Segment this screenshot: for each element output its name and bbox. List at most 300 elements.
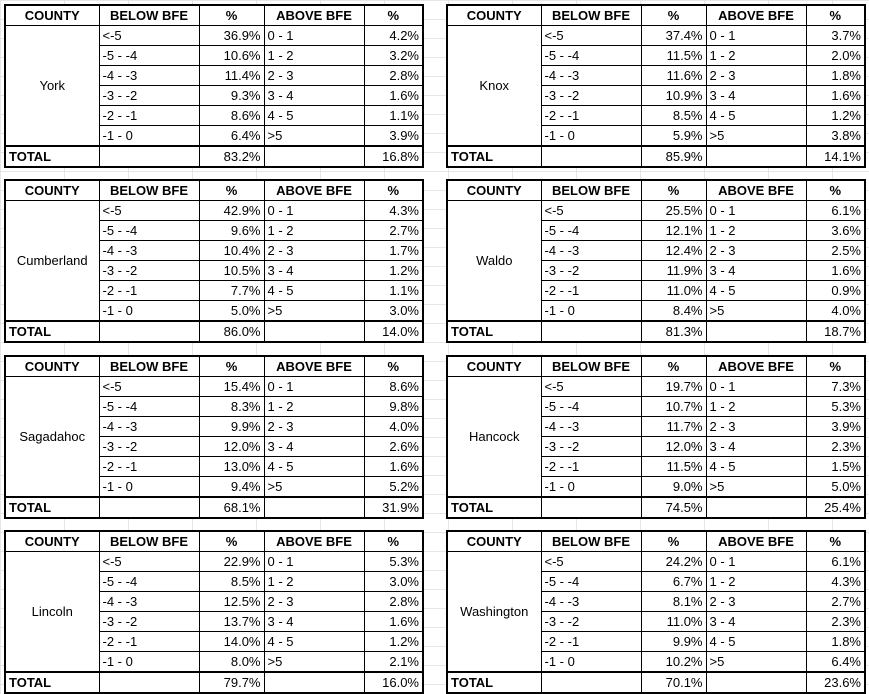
header-below-bfe[interactable]: BELOW BFE [99,531,199,552]
below-pct-cell[interactable]: 12.1% [641,221,706,241]
above-pct-cell[interactable]: 1.6% [364,86,423,106]
below-range-cell[interactable]: <-5 [99,377,199,397]
above-pct-cell[interactable]: 1.6% [364,612,423,632]
above-pct-cell[interactable]: 2.7% [364,221,423,241]
below-pct-cell[interactable]: 12.0% [641,437,706,457]
above-pct-cell[interactable]: 1.8% [806,66,865,86]
empty-cell[interactable] [706,146,806,167]
empty-cell[interactable] [264,497,364,518]
below-range-cell[interactable]: -5 - -4 [541,46,641,66]
below-range-cell[interactable]: -3 - -2 [99,261,199,281]
below-pct-cell[interactable]: 9.9% [199,417,264,437]
county-table [4,4,424,168]
above-pct-cell[interactable]: 9.8% [364,397,423,417]
below-pct-cell[interactable]: 9.4% [199,477,264,498]
header-above-bfe[interactable]: ABOVE BFE [264,5,364,26]
above-range-cell[interactable]: 2 - 3 [706,66,806,86]
above-range-cell[interactable]: 0 - 1 [264,26,364,46]
below-pct-cell[interactable]: 8.5% [199,572,264,592]
above-range-cell[interactable]: 0 - 1 [706,377,806,397]
header-row [447,356,865,377]
below-range-cell[interactable]: -1 - 0 [541,301,641,322]
above-pct-cell[interactable]: 5.2% [364,477,423,498]
below-range-cell[interactable]: -2 - -1 [99,281,199,301]
above-range-cell[interactable]: 4 - 5 [264,632,364,652]
above-range-cell[interactable]: >5 [706,126,806,147]
below-pct-cell[interactable]: 11.5% [641,457,706,477]
above-range-cell[interactable]: 0 - 1 [706,26,806,46]
below-range-cell[interactable]: -3 - -2 [541,437,641,457]
empty-cell[interactable] [99,497,199,518]
above-range-cell[interactable]: 4 - 5 [264,457,364,477]
above-range-cell[interactable]: 2 - 3 [264,592,364,612]
above-range-cell[interactable]: 2 - 3 [706,241,806,261]
below-pct-cell[interactable]: 11.0% [641,281,706,301]
total-above-pct-cell[interactable]: 16.0% [364,672,423,693]
above-pct-cell[interactable]: 0.9% [806,281,865,301]
below-pct-cell[interactable]: 15.4% [199,377,264,397]
below-range-cell[interactable]: -1 - 0 [541,126,641,147]
above-pct-cell[interactable]: 4.3% [806,572,865,592]
above-pct-cell[interactable]: 2.5% [806,241,865,261]
above-range-cell[interactable]: 4 - 5 [706,106,806,126]
header-above-pct[interactable]: % [364,531,423,552]
below-pct-cell[interactable]: 11.6% [641,66,706,86]
header-row [447,180,865,201]
below-pct-cell[interactable]: 10.2% [641,652,706,673]
below-pct-cell[interactable]: 8.1% [641,592,706,612]
below-pct-cell[interactable]: 36.9% [199,26,264,46]
empty-cell[interactable] [99,321,199,342]
above-pct-cell[interactable]: 1.8% [806,632,865,652]
above-pct-cell[interactable]: 2.1% [364,652,423,673]
total-below-pct-cell[interactable]: 86.0% [199,321,264,342]
above-pct-cell[interactable]: 7.3% [806,377,865,397]
below-range-cell[interactable]: -4 - -3 [541,241,641,261]
above-pct-cell[interactable]: 1.2% [364,261,423,281]
above-pct-cell[interactable]: 1.1% [364,106,423,126]
above-pct-cell[interactable]: 3.7% [806,26,865,46]
total-below-pct-cell[interactable]: 83.2% [199,146,264,167]
above-pct-cell[interactable]: 4.0% [364,417,423,437]
below-pct-cell[interactable]: 11.4% [199,66,264,86]
county-name-cell[interactable]: Sagadahoc [5,377,99,498]
above-pct-cell[interactable]: 3.0% [364,572,423,592]
below-pct-cell[interactable]: 8.5% [641,106,706,126]
above-range-cell[interactable]: 1 - 2 [706,221,806,241]
county-name-cell[interactable]: Cumberland [5,201,99,322]
below-pct-cell[interactable]: 10.6% [199,46,264,66]
above-pct-cell[interactable]: 1.5% [806,457,865,477]
above-range-cell[interactable]: 0 - 1 [706,201,806,221]
above-pct-cell[interactable]: 2.6% [364,437,423,457]
header-above-pct[interactable]: % [364,5,423,26]
above-pct-cell[interactable]: 2.7% [806,592,865,612]
header-county[interactable]: COUNTY [447,531,541,552]
below-pct-cell[interactable]: 10.4% [199,241,264,261]
table-row [447,26,865,46]
below-range-cell[interactable]: -4 - -3 [99,66,199,86]
below-range-cell[interactable]: -3 - -2 [99,437,199,457]
below-pct-cell[interactable]: 12.5% [199,592,264,612]
total-below-pct-cell[interactable]: 85.9% [641,146,706,167]
above-pct-cell[interactable]: 4.2% [364,26,423,46]
header-below-pct[interactable]: % [199,5,264,26]
above-range-cell[interactable]: 0 - 1 [264,377,364,397]
below-range-cell[interactable]: <-5 [99,201,199,221]
above-range-cell[interactable]: >5 [264,652,364,673]
below-pct-cell[interactable]: 11.0% [641,612,706,632]
above-range-cell[interactable]: >5 [706,301,806,322]
county-name-cell[interactable]: York [5,26,99,147]
above-pct-cell[interactable]: 1.6% [806,86,865,106]
below-pct-cell[interactable]: 12.0% [199,437,264,457]
below-range-cell[interactable]: <-5 [541,201,641,221]
total-below-pct-cell[interactable]: 79.7% [199,672,264,693]
below-range-cell[interactable]: -5 - -4 [99,572,199,592]
total-above-pct-cell[interactable]: 31.9% [364,497,423,518]
below-pct-cell[interactable]: 11.7% [641,417,706,437]
header-above-bfe[interactable]: ABOVE BFE [264,180,364,201]
above-range-cell[interactable]: 1 - 2 [706,46,806,66]
header-below-pct[interactable]: % [199,180,264,201]
above-pct-cell[interactable]: 5.0% [806,477,865,498]
above-range-cell[interactable]: 0 - 1 [264,552,364,572]
above-pct-cell[interactable]: 6.4% [806,652,865,673]
below-range-cell[interactable]: -1 - 0 [541,477,641,498]
total-below-pct-cell[interactable]: 68.1% [199,497,264,518]
above-range-cell[interactable]: 4 - 5 [264,106,364,126]
empty-cell[interactable] [541,497,641,518]
above-range-cell[interactable]: 0 - 1 [264,201,364,221]
below-range-cell[interactable]: -3 - -2 [541,612,641,632]
empty-cell[interactable] [541,146,641,167]
above-range-cell[interactable]: 4 - 5 [264,281,364,301]
below-range-cell[interactable]: -2 - -1 [99,457,199,477]
header-above-pct[interactable]: % [364,180,423,201]
below-range-cell[interactable]: -5 - -4 [99,221,199,241]
header-above-pct[interactable]: % [806,531,865,552]
header-below-pct[interactable]: % [641,356,706,377]
below-range-cell[interactable]: <-5 [99,552,199,572]
above-pct-cell[interactable]: 6.1% [806,201,865,221]
header-row [5,356,423,377]
below-range-cell[interactable]: -5 - -4 [541,572,641,592]
below-range-cell[interactable]: -1 - 0 [541,652,641,673]
total-label-cell[interactable]: TOTAL [447,146,541,167]
above-pct-cell[interactable]: 1.6% [806,261,865,281]
below-pct-cell[interactable]: 6.4% [199,126,264,147]
total-below-pct-cell[interactable]: 74.5% [641,497,706,518]
above-pct-cell[interactable]: 5.3% [364,552,423,572]
above-pct-cell[interactable]: 1.7% [364,241,423,261]
header-above-bfe[interactable]: ABOVE BFE [706,5,806,26]
above-pct-cell[interactable]: 5.3% [806,397,865,417]
below-pct-cell[interactable]: 12.4% [641,241,706,261]
total-row [447,146,865,167]
below-range-cell[interactable]: -4 - -3 [99,592,199,612]
above-range-cell[interactable]: 1 - 2 [706,397,806,417]
above-pct-cell[interactable]: 2.8% [364,66,423,86]
county-name-cell[interactable]: Lincoln [5,552,99,673]
below-pct-cell[interactable]: 6.7% [641,572,706,592]
header-county[interactable]: COUNTY [5,531,99,552]
below-pct-cell[interactable]: 9.0% [641,477,706,498]
below-range-cell[interactable]: -1 - 0 [99,477,199,498]
above-pct-cell[interactable]: 2.3% [806,612,865,632]
empty-cell[interactable] [264,321,364,342]
header-above-bfe[interactable]: ABOVE BFE [706,531,806,552]
header-below-bfe[interactable]: BELOW BFE [541,356,641,377]
total-above-pct-cell[interactable]: 16.8% [364,146,423,167]
above-range-cell[interactable]: 1 - 2 [264,221,364,241]
below-range-cell[interactable]: -3 - -2 [541,86,641,106]
header-below-pct[interactable]: % [199,531,264,552]
above-range-cell[interactable]: 2 - 3 [706,592,806,612]
above-pct-cell[interactable]: 1.6% [364,457,423,477]
above-pct-cell[interactable]: 3.8% [806,126,865,147]
total-row [5,321,423,342]
county-table [4,355,424,519]
above-pct-cell[interactable]: 1.1% [364,281,423,301]
header-below-pct[interactable]: % [641,531,706,552]
below-range-cell[interactable]: -3 - -2 [99,86,199,106]
header-above-bfe[interactable]: ABOVE BFE [264,356,364,377]
above-range-cell[interactable]: 1 - 2 [264,572,364,592]
below-range-cell[interactable]: <-5 [541,377,641,397]
total-label-cell[interactable]: TOTAL [5,146,99,167]
table-row [5,552,423,572]
below-pct-cell[interactable]: 42.9% [199,201,264,221]
below-pct-cell[interactable]: 37.4% [641,26,706,46]
header-below-bfe[interactable]: BELOW BFE [99,5,199,26]
above-pct-cell[interactable]: 6.1% [806,552,865,572]
below-pct-cell[interactable]: 8.6% [199,106,264,126]
total-label-cell[interactable]: TOTAL [5,497,99,518]
below-range-cell[interactable]: -3 - -2 [541,261,641,281]
total-above-pct-cell[interactable]: 18.7% [806,321,865,342]
below-pct-cell[interactable]: 13.7% [199,612,264,632]
below-range-cell[interactable]: -5 - -4 [541,221,641,241]
above-pct-cell[interactable]: 1.2% [806,106,865,126]
above-pct-cell[interactable]: 1.2% [364,632,423,652]
above-pct-cell[interactable]: 3.2% [364,46,423,66]
header-county[interactable]: COUNTY [5,180,99,201]
table-row [447,552,865,572]
header-county[interactable]: COUNTY [447,180,541,201]
above-range-cell[interactable]: 0 - 1 [706,552,806,572]
below-range-cell[interactable]: -2 - -1 [541,632,641,652]
county-name-cell[interactable]: Knox [447,26,541,147]
below-pct-cell[interactable]: 5.9% [641,126,706,147]
below-range-cell[interactable]: -3 - -2 [99,612,199,632]
table-row [447,377,865,397]
above-pct-cell[interactable]: 4.3% [364,201,423,221]
below-range-cell[interactable]: -4 - -3 [541,417,641,437]
below-range-cell[interactable]: -2 - -1 [541,281,641,301]
below-pct-cell[interactable]: 11.9% [641,261,706,281]
header-below-bfe[interactable]: BELOW BFE [541,531,641,552]
header-county[interactable]: COUNTY [5,5,99,26]
above-range-cell[interactable]: 2 - 3 [264,241,364,261]
county-name-cell[interactable]: Hancock [447,377,541,498]
above-range-cell[interactable]: 4 - 5 [706,281,806,301]
table-row [447,201,865,221]
below-range-cell[interactable]: -1 - 0 [99,126,199,147]
above-pct-cell[interactable]: 4.0% [806,301,865,322]
above-range-cell[interactable]: >5 [706,477,806,498]
header-below-bfe[interactable]: BELOW BFE [541,180,641,201]
header-below-bfe[interactable]: BELOW BFE [541,5,641,26]
total-above-pct-cell[interactable]: 14.1% [806,146,865,167]
below-range-cell[interactable]: -1 - 0 [99,301,199,322]
below-range-cell[interactable]: -5 - -4 [99,46,199,66]
below-pct-cell[interactable]: 24.2% [641,552,706,572]
below-range-cell[interactable]: -4 - -3 [541,66,641,86]
below-pct-cell[interactable]: 19.7% [641,377,706,397]
above-pct-cell[interactable]: 2.8% [364,592,423,612]
empty-cell[interactable] [541,672,641,693]
table-row [5,26,423,46]
below-pct-cell[interactable]: 13.0% [199,457,264,477]
below-range-cell[interactable]: -4 - -3 [541,592,641,612]
empty-cell[interactable] [706,672,806,693]
header-above-pct[interactable]: % [806,180,865,201]
above-range-cell[interactable]: 3 - 4 [264,612,364,632]
above-range-cell[interactable]: 3 - 4 [264,86,364,106]
above-range-cell[interactable]: 1 - 2 [264,46,364,66]
above-range-cell[interactable]: >5 [264,126,364,147]
header-row [447,531,865,552]
empty-cell[interactable] [706,321,806,342]
header-below-bfe[interactable]: BELOW BFE [99,356,199,377]
total-label-cell[interactable]: TOTAL [5,672,99,693]
above-range-cell[interactable]: 1 - 2 [264,397,364,417]
above-range-cell[interactable]: 3 - 4 [706,612,806,632]
below-range-cell[interactable]: -4 - -3 [99,241,199,261]
header-above-pct[interactable]: % [364,356,423,377]
above-range-cell[interactable]: 2 - 3 [706,417,806,437]
above-range-cell[interactable]: 3 - 4 [264,437,364,457]
below-range-cell[interactable]: -1 - 0 [99,652,199,673]
total-above-pct-cell[interactable]: 23.6% [806,672,865,693]
header-row [5,180,423,201]
above-pct-cell[interactable]: 2.3% [806,437,865,457]
above-range-cell[interactable]: 3 - 4 [706,437,806,457]
above-range-cell[interactable]: 2 - 3 [264,66,364,86]
below-pct-cell[interactable]: 8.4% [641,301,706,322]
below-pct-cell[interactable]: 5.0% [199,301,264,322]
below-range-cell[interactable]: <-5 [99,26,199,46]
above-pct-cell[interactable]: 8.6% [364,377,423,397]
header-county[interactable]: COUNTY [447,5,541,26]
header-above-pct[interactable]: % [806,356,865,377]
above-pct-cell[interactable]: 3.6% [806,221,865,241]
above-pct-cell[interactable]: 3.9% [806,417,865,437]
empty-cell[interactable] [541,321,641,342]
header-county[interactable]: COUNTY [447,356,541,377]
header-above-bfe[interactable]: ABOVE BFE [706,180,806,201]
below-range-cell[interactable]: <-5 [541,26,641,46]
total-above-pct-cell[interactable]: 14.0% [364,321,423,342]
header-above-bfe[interactable]: ABOVE BFE [706,356,806,377]
empty-cell[interactable] [706,497,806,518]
total-label-cell[interactable]: TOTAL [5,321,99,342]
county-name-cell[interactable]: Washington [447,552,541,673]
total-above-pct-cell[interactable]: 25.4% [806,497,865,518]
total-below-pct-cell[interactable]: 70.1% [641,672,706,693]
below-pct-cell[interactable]: 8.3% [199,397,264,417]
above-range-cell[interactable]: 2 - 3 [264,417,364,437]
above-range-cell[interactable]: >5 [264,301,364,322]
above-pct-cell[interactable]: 3.0% [364,301,423,322]
header-below-pct[interactable]: % [199,356,264,377]
above-range-cell[interactable]: 3 - 4 [706,86,806,106]
county-name-cell[interactable]: Waldo [447,201,541,322]
empty-cell[interactable] [99,672,199,693]
total-row [447,321,865,342]
below-pct-cell[interactable]: 9.6% [199,221,264,241]
empty-cell[interactable] [264,672,364,693]
below-pct-cell[interactable]: 22.9% [199,552,264,572]
empty-cell[interactable] [99,146,199,167]
county-table [4,530,424,694]
total-label-cell[interactable]: TOTAL [447,321,541,342]
above-range-cell[interactable]: 3 - 4 [706,261,806,281]
header-above-bfe[interactable]: ABOVE BFE [264,531,364,552]
above-range-cell[interactable]: 3 - 4 [264,261,364,281]
above-range-cell[interactable]: 4 - 5 [706,457,806,477]
above-range-cell[interactable]: >5 [264,477,364,498]
header-below-pct[interactable]: % [641,180,706,201]
below-pct-cell[interactable]: 9.9% [641,632,706,652]
below-range-cell[interactable]: -5 - -4 [541,397,641,417]
empty-cell[interactable] [264,146,364,167]
below-pct-cell[interactable]: 25.5% [641,201,706,221]
below-range-cell[interactable]: -4 - -3 [99,417,199,437]
below-range-cell[interactable]: -2 - -1 [99,632,199,652]
above-pct-cell[interactable]: 3.9% [364,126,423,147]
below-range-cell[interactable]: <-5 [541,552,641,572]
below-range-cell[interactable]: -5 - -4 [99,397,199,417]
below-pct-cell[interactable]: 8.0% [199,652,264,673]
above-range-cell[interactable]: 4 - 5 [706,632,806,652]
header-above-pct[interactable]: % [806,5,865,26]
below-range-cell[interactable]: -2 - -1 [541,457,641,477]
below-pct-cell[interactable]: 9.3% [199,86,264,106]
above-pct-cell[interactable]: 2.0% [806,46,865,66]
total-label-cell[interactable]: TOTAL [447,672,541,693]
below-pct-cell[interactable]: 10.7% [641,397,706,417]
header-row [5,531,423,552]
total-label-cell[interactable]: TOTAL [447,497,541,518]
above-range-cell[interactable]: 1 - 2 [706,572,806,592]
total-below-pct-cell[interactable]: 81.3% [641,321,706,342]
below-pct-cell[interactable]: 10.9% [641,86,706,106]
below-pct-cell[interactable]: 7.7% [199,281,264,301]
below-range-cell[interactable]: -2 - -1 [541,106,641,126]
below-pct-cell[interactable]: 10.5% [199,261,264,281]
header-below-bfe[interactable]: BELOW BFE [99,180,199,201]
below-pct-cell[interactable]: 14.0% [199,632,264,652]
header-below-pct[interactable]: % [641,5,706,26]
above-range-cell[interactable]: >5 [706,652,806,673]
below-range-cell[interactable]: -2 - -1 [99,106,199,126]
total-row [447,497,865,518]
county-table [446,530,866,694]
below-pct-cell[interactable]: 11.5% [641,46,706,66]
header-county[interactable]: COUNTY [5,356,99,377]
